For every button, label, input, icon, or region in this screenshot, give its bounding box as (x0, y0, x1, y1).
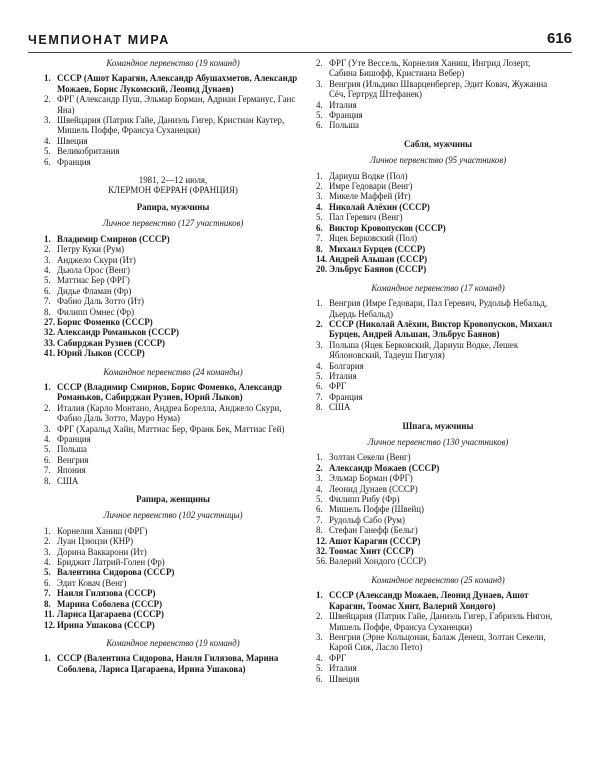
place-number: 14. (316, 253, 328, 264)
page-number: 616 (546, 30, 572, 47)
result-item (316, 58, 560, 79)
place-number: 5. (44, 275, 51, 286)
result-text: Анджело Скури (Ит) (57, 254, 136, 265)
result-text: США (329, 402, 351, 413)
result-item (44, 536, 302, 546)
place-number: 5. (316, 494, 323, 505)
discipline-title: Рапира, женщины (136, 494, 210, 505)
result-item (316, 611, 560, 632)
result-item (316, 212, 560, 222)
place-number: 12. (44, 619, 56, 630)
result-text: СССР (Николай Алёхин, Виктор Кровопусков, Михаил Бурцев, Андрей Альшан, Эльбрус Баянов) (329, 318, 553, 340)
result-item (44, 557, 302, 567)
result-item (44, 73, 302, 94)
result-item (316, 484, 560, 494)
result-text: Италия (329, 99, 357, 110)
result-item (316, 556, 560, 566)
result-text: Лариса Цагараева (СССР) (57, 609, 164, 620)
left-column (44, 58, 302, 674)
place-number: 2. (44, 94, 51, 105)
result-text: ФРГ (Харальд Хайн, Маттиас Бер, Франк Бек, Маттиас Гей) (57, 423, 285, 434)
result-item (44, 588, 302, 598)
section-foil-men-team (44, 367, 302, 486)
place-number: 5. (316, 110, 323, 121)
place-number: 4. (44, 264, 51, 275)
result-item (44, 434, 302, 444)
section-foil-women-individual (44, 494, 302, 630)
header-rule (28, 52, 572, 53)
place-number: 3. (316, 631, 323, 642)
result-text: Венгрия (Эрне Кольцонаи, Балаж Денеш, Золтан Секели, Карой Сиж, Ласло Пето) (329, 631, 546, 653)
result-item (316, 340, 560, 361)
result-text: Луан Цзюцзи (КНР) (57, 536, 134, 547)
place-number: 4. (44, 135, 51, 146)
right-column (316, 58, 560, 684)
place-number: 3. (316, 78, 323, 89)
place-number: 5. (316, 370, 323, 381)
place-number: 6. (316, 222, 323, 233)
result-item (316, 536, 560, 546)
result-text: Франция (57, 156, 91, 167)
result-text: ФРГ (329, 652, 347, 663)
result-item (44, 578, 302, 588)
place-number: 2. (44, 244, 51, 255)
result-text: Эльмар Борман (ФРГ) (329, 473, 413, 484)
place-number: 2. (316, 462, 323, 473)
place-number: 6. (44, 577, 51, 588)
result-text: Швеция (329, 673, 360, 684)
section-team-sabre-1980-continued (44, 58, 302, 167)
place-number: 4. (316, 99, 323, 110)
result-text: Франция (329, 391, 363, 402)
place-number: 1. (44, 653, 51, 664)
result-text: Маттиас Бер (ФРГ) (57, 275, 130, 286)
result-text: СССР (Владимир Смирнов, Борис Фоменко, Александр Романьков, Сабирджан Рузиев, Юрий Лыков) (57, 381, 282, 403)
place-number: 3. (44, 546, 51, 557)
place-number: 5. (44, 146, 51, 157)
results-list (44, 526, 302, 630)
result-item (44, 234, 302, 244)
place-number: 1. (316, 298, 323, 309)
result-text: СССР (Александр Можаев, Леонид Дунаев, Ашот Карагян, Тоомас Хинт, Валерий Хондого) (329, 590, 529, 611)
event-date: 1981, 2—12 июля, (138, 175, 208, 186)
result-text: Виктор Кровопусков (СССР) (329, 222, 446, 233)
place-number: 2. (316, 181, 323, 192)
result-item (44, 136, 302, 146)
place-number: 2. (44, 536, 51, 547)
result-item (44, 382, 302, 403)
result-item (44, 115, 302, 136)
place-number: 1. (44, 525, 51, 536)
result-text: Италия (Карло Монтано, Андреа Борелла, Анджело Скури, Фабио Даль Зотто, Мауро Нума) (57, 402, 282, 424)
result-text: Рудольф Сабо (Рум) (329, 514, 405, 525)
result-text: Фабио Даль Зотто (Ит) (57, 296, 144, 307)
place-number: 56. (316, 556, 328, 567)
result-text: Имре Гедовари (Венг) (329, 181, 413, 192)
place-number: 3. (316, 339, 323, 350)
result-text: Юрий Лыков (СССР) (57, 348, 145, 359)
place-number: 4. (316, 483, 323, 494)
result-text: Дариуш Водке (Пол) (329, 170, 408, 181)
section-label: Командное первенство (17 команд) (371, 282, 505, 293)
place-number: 1. (316, 170, 323, 181)
result-item (316, 546, 560, 556)
result-text: Япония (57, 465, 86, 476)
result-item (316, 452, 560, 462)
result-text: Сабирджан Рузиев (СССР) (57, 337, 165, 348)
discipline-title: Сабля, мужчины (403, 138, 473, 149)
place-number: 4. (316, 201, 323, 212)
result-item (316, 515, 560, 525)
place-number: 7. (44, 296, 51, 307)
place-number: 6. (316, 381, 323, 392)
results-list (44, 653, 302, 674)
section-label: Командное первенство (24 команды) (103, 366, 243, 377)
place-number: 4. (44, 434, 51, 444)
result-text: США (57, 475, 79, 486)
place-number: 4. (316, 360, 323, 371)
result-item (44, 286, 302, 296)
result-item (316, 110, 560, 120)
place-number: 1. (316, 452, 323, 463)
result-text: Италия (329, 663, 357, 674)
result-item (44, 653, 302, 674)
result-item (316, 202, 560, 212)
result-text: Польша (57, 444, 87, 455)
place-number: 8. (44, 475, 51, 486)
result-text: Петру Куки (Рум) (57, 244, 125, 255)
place-number: 20. (316, 264, 328, 275)
place-number: 6. (316, 120, 323, 131)
place-number: 7. (44, 588, 51, 599)
results-list (316, 452, 560, 566)
result-item (316, 264, 560, 274)
result-text: Ашот Карагян (СССР) (329, 535, 421, 546)
place-number: 2. (44, 402, 51, 413)
result-text: Яцек Берковский (Пол) (329, 233, 418, 244)
place-number: 3. (44, 254, 51, 265)
result-item (316, 392, 560, 402)
place-number: 3. (44, 423, 51, 434)
place-number: 27. (44, 316, 56, 327)
result-item (316, 100, 560, 110)
result-item (316, 632, 560, 653)
section-epee-men-individual (316, 421, 560, 567)
place-number: 8. (316, 402, 323, 413)
result-text: Николай Алёхин (СССР) (329, 201, 430, 212)
result-item (44, 455, 302, 465)
result-item (44, 476, 302, 486)
result-text: Андрей Альшан (СССР) (329, 253, 428, 264)
result-text: Швейцария (Патрик Гайе, Даниэль Гигер, Кристиан Каутер, Мишель Поффе, Франсуа Суханецки) (57, 115, 285, 136)
result-item (44, 307, 302, 317)
result-text: Александр Можаев (СССР) (329, 462, 440, 473)
place-number: 1. (44, 73, 51, 84)
result-text: ФРГ (Уте Вессель, Корнелия Ханиш, Ингрид Лозерт, Сабина Бишофф, Кристиана Вебер) (329, 58, 531, 79)
result-item (316, 653, 560, 663)
result-item (44, 244, 302, 254)
result-text: Дорина Ваккарони (Ит) (57, 546, 147, 557)
result-text: Великобритания (57, 146, 120, 157)
section-foil-men-individual (44, 202, 302, 359)
place-number: 4. (44, 557, 51, 568)
result-item (44, 296, 302, 306)
result-text: Венгрия (57, 454, 89, 465)
result-text: СССР (Валентина Сидорова, Наиля Гилязова, Марина Соболева, Лариса Цагараева, Ирина Ушакова) (57, 653, 279, 674)
result-text: Валерий Хондого (СССР) (329, 556, 427, 567)
section-sabre-men-individual (316, 139, 560, 275)
place-number: 3. (316, 191, 323, 202)
place-number: 12. (316, 535, 328, 546)
result-text: Эдит Ковач (Венг) (57, 577, 127, 588)
place-number: 1. (44, 381, 51, 392)
result-text: Валентина Сидорова (СССР) (57, 567, 175, 578)
place-number: 5. (316, 663, 323, 674)
result-item (316, 223, 560, 233)
result-item (44, 327, 302, 337)
running-title: ЧЕМПИОНАТ МИРА (28, 33, 170, 47)
result-text: Швеция (57, 135, 88, 146)
place-number: 5. (44, 444, 51, 455)
result-text: Филипп Рибу (Фр) (329, 494, 400, 505)
place-number: 3. (44, 115, 51, 126)
place-number: 6. (316, 673, 323, 684)
result-item (44, 424, 302, 434)
result-item (44, 157, 302, 167)
result-item (44, 275, 302, 285)
event-heading (44, 175, 302, 196)
place-number: 32. (316, 546, 328, 557)
place-number: 8. (44, 306, 51, 317)
result-text: Александр Романьков (СССР) (57, 327, 179, 338)
result-item (316, 590, 560, 611)
result-text: Венгрия (Ильдико Шварценбергер, Эдит Ковач, Жужанна Сёч, Гертруд Штефанек) (329, 78, 548, 100)
result-text: Болгария (329, 360, 364, 371)
place-number: 6. (44, 285, 51, 296)
result-item (316, 191, 560, 201)
result-text: Швейцария (Патрик Гайе, Даниэль Гигер, Габриэль Нигон, Мишель Поффе, Франсуа Суханецки) (329, 611, 553, 632)
result-text: Бриджит Латрий-Голен (Фр) (57, 557, 165, 568)
result-item (316, 319, 560, 340)
place-number: 8. (316, 525, 323, 536)
result-text: Борис Фоменко (СССР) (57, 316, 153, 327)
result-item (316, 402, 560, 412)
place-number: 6. (44, 156, 51, 167)
result-text: Франция (57, 434, 91, 444)
result-item (44, 348, 302, 358)
event-place: КЛЕРМОН ФЕРРАН (ФРАНЦИЯ) (108, 185, 238, 196)
result-item (44, 620, 302, 630)
result-text: Тоомас Хинт (СССР) (329, 546, 414, 557)
place-number: 2. (316, 58, 323, 68)
result-text: Филипп Омнес (Фр) (57, 306, 135, 317)
result-item (316, 361, 560, 371)
result-item (316, 79, 560, 100)
place-number: 8. (44, 598, 51, 609)
section-label: Личное первенство (127 участников) (102, 218, 244, 229)
result-item (316, 504, 560, 514)
result-item (44, 465, 302, 475)
place-number: 41. (44, 348, 56, 359)
result-item (316, 494, 560, 504)
place-number: 32. (44, 327, 56, 338)
section-sabre-men-team (316, 283, 560, 413)
result-item (44, 547, 302, 557)
result-text: Стефан Ганефф (Бельг) (329, 525, 418, 536)
result-text: Михаил Бурцев (СССР) (329, 243, 426, 254)
result-item (316, 371, 560, 381)
result-text: Венгрия (Имре Гедовари, Пал Геревич, Рудольф Небальд, Дьердь Небальд) (329, 298, 548, 319)
result-text: Дидье Фламан (Фр) (57, 285, 132, 296)
result-text: Италия (329, 370, 357, 381)
result-text: Ирина Ушакова (СССР) (57, 619, 155, 630)
result-text: Леонид Дунаев (СССР) (329, 483, 418, 494)
result-item (44, 255, 302, 265)
result-item (44, 265, 302, 275)
result-item (44, 599, 302, 609)
place-number: 6. (316, 504, 323, 515)
result-item (44, 403, 302, 424)
section-label: Командное первенство (19 команд) (106, 58, 240, 68)
result-text: Золтан Секели (Венг) (329, 452, 411, 463)
section-epee-men-team (316, 575, 560, 684)
result-item (44, 338, 302, 348)
place-number: 33. (44, 337, 56, 348)
result-item (316, 181, 560, 191)
place-number: 2. (316, 611, 323, 622)
place-number: 5. (316, 212, 323, 223)
result-text: ФРГ (329, 381, 347, 392)
result-item (316, 525, 560, 535)
place-number: 7. (316, 233, 323, 244)
place-number: 1. (316, 590, 323, 601)
result-item (316, 244, 560, 254)
result-text: Марина Соболева (СССР) (57, 598, 163, 609)
result-item (316, 254, 560, 264)
results-list (316, 298, 560, 412)
result-text: Микеле Маффей (Ит) (329, 191, 411, 202)
place-number: 7. (316, 391, 323, 402)
section-foil-women-team-continued (316, 58, 560, 131)
section-foil-women-team (44, 638, 302, 674)
result-item (44, 146, 302, 156)
result-text: Корнелия Ханиш (ФРГ) (57, 525, 148, 536)
result-item (44, 94, 302, 115)
result-text: Эльбрус Баянов (СССР) (329, 264, 427, 275)
result-item (316, 674, 560, 684)
results-list (44, 234, 302, 359)
section-label: Командное первенство (19 команд) (106, 637, 240, 648)
result-item (316, 381, 560, 391)
place-number: 7. (316, 514, 323, 525)
result-item (44, 526, 302, 536)
results-list (44, 73, 302, 167)
result-text: Пал Геревич (Венг) (329, 212, 403, 223)
place-number: 8. (316, 243, 323, 254)
result-item (316, 120, 560, 130)
result-item (316, 171, 560, 181)
place-number: 3. (316, 473, 323, 484)
result-text: Дьюла Орос (Венг) (57, 264, 130, 275)
result-item (44, 317, 302, 327)
result-text: Франция (329, 110, 363, 121)
section-label: Личное первенство (102 участницы) (103, 510, 243, 521)
result-text: Владимир Смирнов (СССР) (57, 233, 170, 244)
result-item (316, 233, 560, 243)
place-number: 5. (44, 567, 51, 578)
section-label: Личное первенство (130 участников) (367, 437, 509, 447)
results-list (316, 58, 560, 131)
result-text: СССР (Ашот Карагян, Александр Абушахметов, Александр Можаев, Борис Лукомский, Леонид Дунаев) (57, 73, 298, 94)
result-item (316, 463, 560, 473)
place-number: 1. (44, 233, 51, 244)
result-text: Наиля Гилязова (СССР) (57, 588, 156, 599)
result-item (44, 609, 302, 619)
result-text: Польша (Яцек Берковский, Дариуш Водке, Лешек Яблоновский, Тадеуш Пигуля) (329, 339, 519, 361)
place-number: 11. (44, 609, 55, 620)
result-text: Мишель Поффе (Швейц) (329, 504, 425, 515)
place-number: 2. (316, 318, 323, 329)
place-number: 4. (316, 652, 323, 663)
result-item (316, 473, 560, 483)
discipline-title: Шпага, мужчины (402, 420, 474, 431)
result-item (316, 298, 560, 319)
place-number: 7. (44, 465, 51, 476)
result-item (44, 444, 302, 454)
place-number: 6. (44, 454, 51, 465)
result-text: ФРГ (Александр Пуш, Эльмар Борман, Адриан Германус, Ганс Яна) (57, 94, 296, 115)
section-label: Личное первенство (95 участников) (369, 155, 507, 166)
results-list (316, 590, 560, 684)
result-item (44, 567, 302, 577)
results-list (316, 171, 560, 275)
page-header (28, 30, 572, 52)
results-list (44, 382, 302, 486)
section-label: Командное первенство (25 команд) (371, 574, 505, 585)
result-text: Польша (329, 120, 359, 131)
result-item (316, 663, 560, 673)
discipline-title: Рапира, мужчины (136, 201, 210, 212)
